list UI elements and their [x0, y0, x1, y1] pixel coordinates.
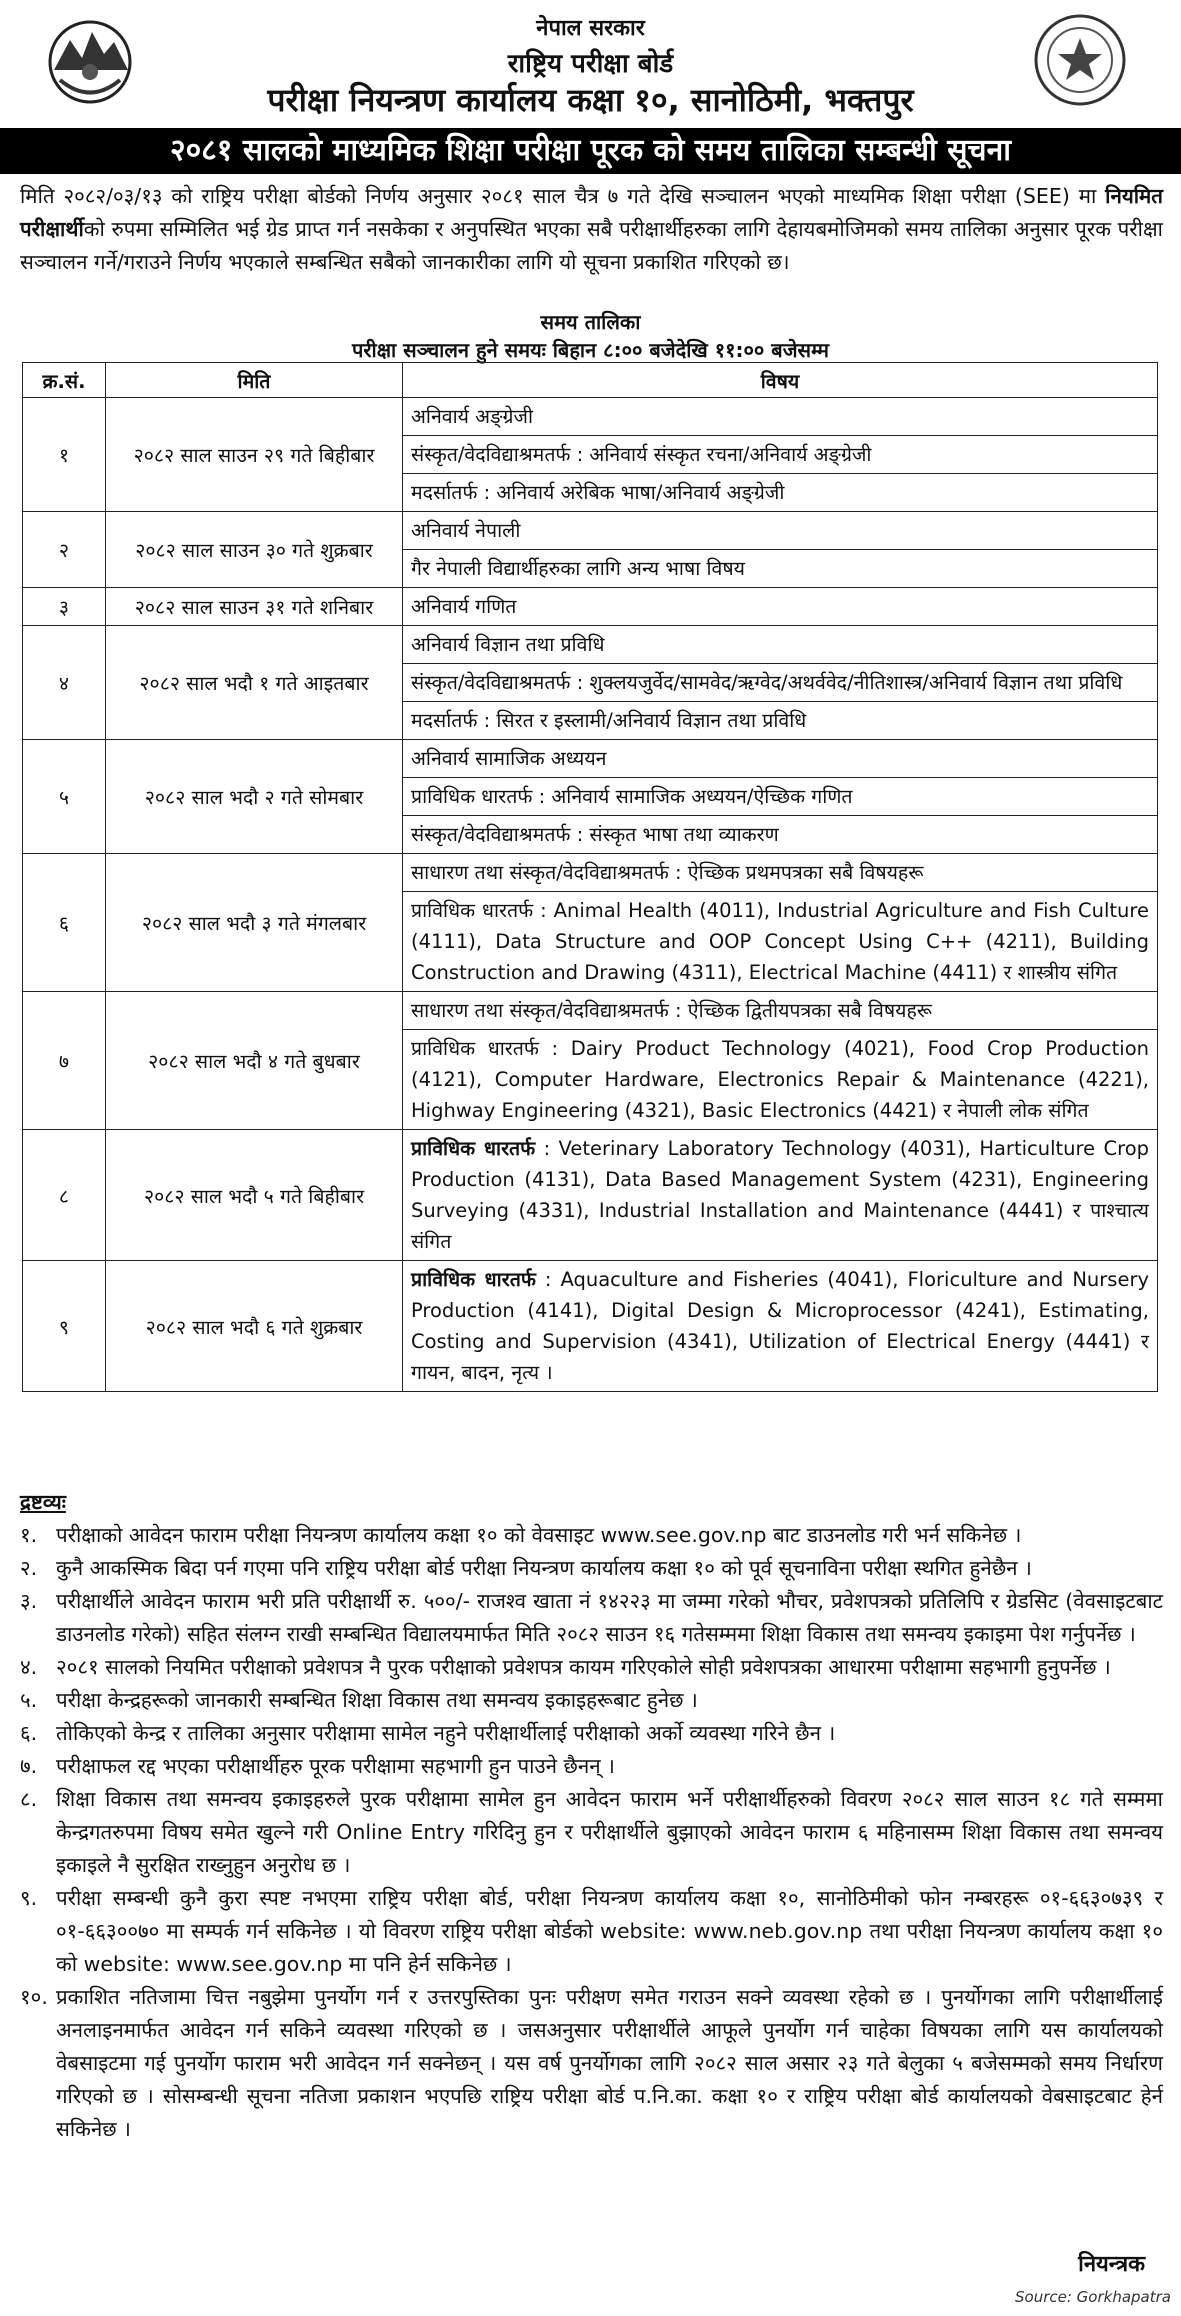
subject-text: मदर्सातर्फ : सिरत र इस्लामी/अनिवार्य विज्ञान तथा प्रविधि [411, 709, 807, 732]
note-text: परीक्षाफल रद्द भएका परीक्षार्थीहरु पूरक परीक्षामा सहभागी हुन पाउने छैनन् । [56, 1754, 615, 1778]
note-text: शिक्षा विकास तथा समन्वय इकाइहरुले पुरक परीक्षामा सामेल हुन आवेदन फाराम भर्ने परीक्षार्थीहरुको विवरण २०८२ साल साउन १८ गते सम्ममा केन्द्रगतरुपमा विषय समेत खुल्ने गरी Online Entry गरिदिनु हुन र परीक्षार्थीले बुझाएको आवेदन फाराम ६ महिनासम्म शिक्षा विकास तथा समन्वय इकाइले नै सुरक्षित राख्नुहुन अनुरोध छ । [56, 1787, 1163, 1877]
row-subject [403, 778, 1158, 816]
note-number: ६. [20, 1721, 38, 1745]
list-item [20, 1783, 1163, 1882]
header-line-2: राष्ट्रिय परीक्षा बोर्ड [507, 49, 674, 79]
header-line-1: नेपाल सरकार [536, 16, 645, 41]
subject-text: गैर नेपाली विद्यार्थीहरुका लागि अन्य भाषा विषय [411, 557, 745, 580]
row-serial: ५ [23, 740, 106, 854]
header-line-3: परीक्षा नियन्त्रण कार्यालय कक्षा १०, सानोठिमी, भक्तपुर [267, 81, 914, 119]
subject-text: संस्कृत/वेदविद्याश्रमतर्फ : संस्कृत भाषा तथा व्याकरण [411, 823, 779, 846]
row-subject [403, 740, 1158, 778]
row-subject [403, 892, 1158, 992]
notes-section [20, 1486, 1163, 2146]
row-subject [403, 626, 1158, 664]
row-subject [403, 1261, 1158, 1392]
row-date: २०८२ साल भदौ ६ गते शुक्रबार [106, 1261, 403, 1392]
row-serial: ९ [23, 1261, 106, 1392]
note-number: ९. [20, 1886, 38, 1910]
row-serial: ३ [23, 588, 106, 626]
subject-text: अनिवार्य नेपाली [411, 519, 521, 542]
signature: नियन्त्रक [1078, 2252, 1145, 2277]
note-text: तोकिएको केन्द्र र तालिका अनुसार परीक्षामा सामेल नहुने परीक्षार्थीलाई परीक्षाको अर्को व्यवस्था गरिने छैन । [56, 1721, 836, 1745]
table-row [23, 398, 1158, 436]
list-item [20, 1684, 1163, 1717]
table-row [23, 854, 1158, 892]
row-subject [403, 1130, 1158, 1261]
note-number: ४. [20, 1655, 38, 1679]
list-item [20, 1981, 1163, 2146]
subject-text: प्राविधिक धारतर्फ : अनिवार्य सामाजिक अध्ययन/ऐच्छिक गणित [411, 785, 853, 808]
row-date: २०८२ साल भदौ १ गते आइतबार [106, 626, 403, 740]
subject-text: प्राविधिक धारतर्फ : Animal Health (4011), Industrial Agriculture and Fish Culture (4111), Data Structure and OOP Concept Using C++ (4211), Building Construction and Drawing (4311), Electrical Machine (4411) र शास्त्रीय संगित [411, 899, 1149, 984]
row-subject [403, 702, 1158, 740]
list-item [20, 1750, 1163, 1783]
subject-text: संस्कृत/वेदविद्याश्रमतर्फ : अनिवार्य संस्कृत रचना/अनिवार्य अङ्ग्रेजी [411, 443, 872, 466]
note-text: कुनै आकस्मिक बिदा पर्न गएमा पनि राष्ट्रिय परीक्षा बोर्ड परीक्षा नियन्त्रण कार्यालय कक्षा १० को पूर्व सूचनाविना परीक्षा स्थगित हुनेछैन । [56, 1556, 1032, 1580]
subject-lead: प्राविधिक धारतर्फ [411, 1268, 536, 1291]
table-row [23, 992, 1158, 1030]
subject-text: अनिवार्य अङ्ग्रेजी [411, 405, 534, 428]
intro-text-2: को रुपमा सम्मिलित भई ग्रेड प्राप्त गर्न नसकेका र अनुपस्थित भएका सबै परीक्षार्थीहरुका लागि देहायबमोजिमको समय तालिका अनुसार पूरक परीक्षा सञ्चालन गर्ने/गराउने निर्णय भएकाले सम्बन्धित सबैको जानकारीका लागि यो सूचना प्रकाशित गरिएको छ। [20, 217, 1163, 274]
note-number: १. [20, 1523, 38, 1547]
subject-text: : Aquaculture and Fisheries (4041), Floriculture and Nursery Production (4141), Digital Design & Microprocessor (4241), Estimating, Costing and Supervision (4341), Utilization of Electrical Energy (4441) र गायन, बादन, नृत्य । [411, 1268, 1149, 1384]
row-date: २०८२ साल साउन २९ गते बिहीबार [106, 398, 403, 512]
row-date: २०८२ साल भदौ ४ गते बुधबार [106, 992, 403, 1130]
row-subject [403, 664, 1158, 702]
intro-text-1: मिति २०८२/०३/१३ को राष्ट्रिय परीक्षा बोर्डको निर्णय अनुसार २०८१ साल चैत्र ७ गते देखि सञ्चालन भएको माध्यमिक शिक्षा परीक्षा (SEE) मा [20, 184, 1106, 208]
board-seal-icon [1030, 10, 1130, 110]
schedule-body [23, 398, 1158, 1392]
source-credit: Source: Gorkhapatra [1015, 2288, 1171, 2306]
note-number: ३. [20, 1589, 38, 1613]
subject-text: साधारण तथा संस्कृत/वेदविद्याश्रमतर्फ : ऐच्छिक द्वितीयपत्रका सबै विषयहरू [411, 999, 932, 1022]
subject-lead: प्राविधिक धारतर्फ [411, 1137, 536, 1160]
row-subject [403, 436, 1158, 474]
row-subject [403, 512, 1158, 550]
row-subject [403, 816, 1158, 854]
timetable-title: समय तालिका [540, 310, 641, 334]
col-subject: विषय [403, 363, 1158, 398]
note-number: ७. [20, 1754, 38, 1778]
subject-text: अनिवार्य गणित [411, 595, 517, 618]
row-serial: १ [23, 398, 106, 512]
row-subject [403, 398, 1158, 436]
notes-heading: द्रष्टव्यः [20, 1490, 66, 1514]
table-row [23, 1261, 1158, 1392]
list-item [20, 1651, 1163, 1684]
row-subject [403, 854, 1158, 892]
list-item [20, 1552, 1163, 1585]
row-date: २०८२ साल भदौ ५ गते बिहीबार [106, 1130, 403, 1261]
row-subject [403, 550, 1158, 588]
subject-text: प्राविधिक धारतर्फ : Dairy Product Technology (4021), Food Crop Production (4121), Computer Hardware, Electronics Repair & Maintenance (4221), Highway Engineering (4321), Basic Electronics (4421) र नेपाली लोक संगित [411, 1037, 1149, 1122]
list-item [20, 1717, 1163, 1750]
intro-paragraph [20, 180, 1163, 279]
note-text: परीक्षार्थीले आवेदन फाराम भरी प्रति परीक्षार्थी रु. ५००/- राजश्व खाता नं १४२२३ मा जम्मा गरेको भौचर, प्रवेशपत्रको प्रतिलिपि र ग्रेडसिट (वेवसाइटबाट डाउनलोड गरेको) सहित संलग्न राखी सम्बन्धित विद्यालयमार्फत मिति २०८२ साउन १६ गतेसम्ममा शिक्षा विकास तथा समन्वय इकाइमा पेश गर्नुपर्नेछ । [56, 1589, 1163, 1646]
table-row [23, 626, 1158, 664]
table-row [23, 1130, 1158, 1261]
row-subject [403, 474, 1158, 512]
schedule-table [22, 362, 1158, 1392]
row-subject [403, 992, 1158, 1030]
intro-bold: नियमित परीक्षार्थी [20, 184, 1163, 241]
subject-text: साधारण तथा संस्कृत/वेदविद्याश्रमतर्फ : ऐच्छिक प्रथमपत्रका सबै विषयहरू [411, 861, 924, 884]
row-serial: ४ [23, 626, 106, 740]
row-serial: ७ [23, 992, 106, 1130]
note-text: परीक्षा सम्बन्धी कुनै कुरा स्पष्ट नभएमा राष्ट्रिय परीक्षा बोर्ड, परीक्षा नियन्त्रण कार्यालय कक्षा १०, सानोठिमीको फोन नम्बरहरू ०१-६६३०७३९ र ०१-६६३००७० मा सम्पर्क गर्न सकिनेछ । यो विवरण राष्ट्रिय परीक्षा बोर्डको website: www.neb.gov.np तथा परीक्षा नियन्त्रण कार्यालय कक्षा १० को website: www.see.gov.np मा पनि हेर्न सकिनेछ । [56, 1886, 1163, 1976]
table-row [23, 740, 1158, 778]
list-item [20, 1585, 1163, 1651]
col-serial: क्र.सं. [23, 363, 106, 398]
note-text: परीक्षाको आवेदन फाराम परीक्षा नियन्त्रण कार्यालय कक्षा १० को वेवसाइट www.see.gov.np बाट डाउनलोड गरी भर्न सकिनेछ । [56, 1523, 1022, 1547]
table-header-row [23, 363, 1158, 398]
note-text: परीक्षा केन्द्रहरूको जानकारी सम्बन्धित शिक्षा विकास तथा समन्वय इकाइहरूबाट हुनेछ । [56, 1688, 698, 1712]
list-item [20, 1519, 1163, 1552]
row-serial: ८ [23, 1130, 106, 1261]
note-number: २. [20, 1556, 38, 1580]
col-date: मिति [106, 363, 403, 398]
row-serial: २ [23, 512, 106, 588]
note-number: १०. [20, 1985, 48, 2009]
subject-text: मदर्सातर्फ : अनिवार्य अरेबिक भाषा/अनिवार्य अङ्ग्रेजी [411, 481, 785, 504]
subject-text: संस्कृत/वेदविद्याश्रमतर्फ : शुक्लयजुर्वेद/सामवेद/ऋग्वेद/अथर्ववेद/नीतिशास्त्र/अनिवार्य विज्ञान तथा प्रविधि [411, 671, 1123, 694]
notice-title: २०८१ सालको माध्यमिक शिक्षा परीक्षा पूरक को समय तालिका सम्बन्धी सूचना [0, 128, 1181, 174]
row-subject [403, 588, 1158, 626]
exam-time: परीक्षा सञ्चालन हुने समयः बिहान ८:०० बजेदेखि ११:०० बजेसम्म [351, 338, 830, 362]
row-serial: ६ [23, 854, 106, 992]
notes-list [20, 1519, 1163, 2146]
table-row [23, 512, 1158, 550]
row-subject [403, 1030, 1158, 1130]
notice-header [0, 0, 1181, 130]
note-number: ८. [20, 1787, 38, 1811]
note-text: २०८१ सालको नियमित परीक्षाको प्रवेशपत्र नै पुरक परीक्षाको प्रवेशपत्र कायम गरिएकोले सोही प्रवेशपत्रका आधारमा परीक्षामा सहभागी हुनुपर्नेछ । [56, 1655, 1111, 1679]
row-date: २०८२ साल भदौ ३ गते मंगलबार [106, 854, 403, 992]
row-date: २०८२ साल भदौ २ गते सोमबार [106, 740, 403, 854]
row-date: २०८२ साल साउन ३१ गते शनिबार [106, 588, 403, 626]
list-item [20, 1882, 1163, 1981]
subject-text: अनिवार्य विज्ञान तथा प्रविधि [411, 633, 605, 656]
table-row [23, 588, 1158, 626]
subject-text: : Veterinary Laboratory Technology (4031), Harticulture Crop Production (4131), Data Based Management System (4231), Engineering Surveying (4331), Industrial Installation and Maintenance (4441) र पाश्चात्य संगित [411, 1137, 1149, 1253]
note-text: प्रकाशित नतिजामा चित्त नबुझेमा पुनर्योग गर्न र उत्तरपुस्तिका पुनः परीक्षण समेत गराउन सक्ने व्यवस्था रहेको छ । पुनर्योगका लागि परीक्षार्थीलाई अनलाइनमार्फत आवेदन गर्न सकिने व्यवस्था गरिएको छ । जसअनुसार परीक्षार्थीले आफूले पुनर्योग गर्न चाहेका विषयका लागि यस कार्यालयको वेबसाइटमा गई पुनर्योग फाराम भरी आवेदन गर्न सक्नेछन् । यस वर्ष पुनर्योगका लागि २०८२ साल असार २३ गते बेलुका ५ बजेसम्मको समय निर्धारण गरिएको छ । सोसम्बन्धी सूचना नतिजा प्रकाशन भएपछि राष्ट्रिय परीक्षा बोर्ड प.नि.का. कक्षा १० र राष्ट्रिय परीक्षा बोर्ड कार्यालयको वेबसाइटबाट हेर्न सकिनेछ । [56, 1985, 1163, 2141]
note-number: ५. [20, 1688, 38, 1712]
subject-text: अनिवार्य सामाजिक अध्ययन [411, 747, 607, 770]
row-date: २०८२ साल साउन ३० गते शुक्रबार [106, 512, 403, 588]
